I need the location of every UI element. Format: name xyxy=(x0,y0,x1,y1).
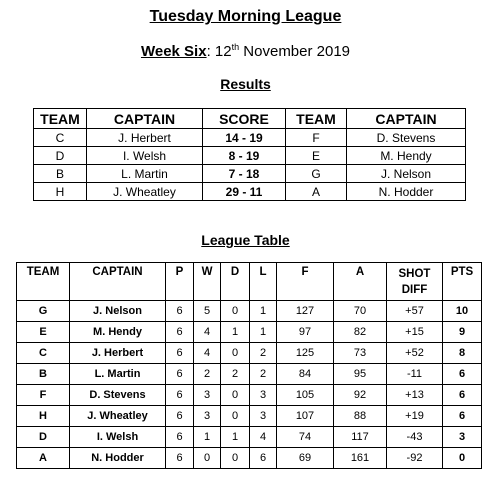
captain-cell: M. Hendy xyxy=(70,322,166,343)
shots-for-cell: 127 xyxy=(277,301,334,322)
score-cell: 7 - 18 xyxy=(203,165,286,183)
played-cell: 6 xyxy=(166,385,194,406)
results-header-cell: TEAM xyxy=(34,109,87,129)
home-captain-cell: J. Wheatley xyxy=(87,183,203,201)
shot-diff-cell: -11 xyxy=(387,364,443,385)
points-cell: 6 xyxy=(443,406,482,427)
points-cell: 8 xyxy=(443,343,482,364)
points-cell: 6 xyxy=(443,364,482,385)
captain-cell: L. Martin xyxy=(70,364,166,385)
away-captain-cell: M. Hendy xyxy=(347,147,466,165)
captain-cell: J. Herbert xyxy=(70,343,166,364)
table-row xyxy=(17,427,482,448)
captain-cell: J. Nelson xyxy=(70,301,166,322)
shots-for-cell: 74 xyxy=(277,427,334,448)
shots-for-cell: 105 xyxy=(277,385,334,406)
shots-against-cell: 95 xyxy=(334,364,387,385)
shots-against-cell: 92 xyxy=(334,385,387,406)
shot-diff-cell: +15 xyxy=(387,322,443,343)
home-captain-cell: J. Herbert xyxy=(87,129,203,147)
team-cell: B xyxy=(17,364,70,385)
away-captain-cell: J. Nelson xyxy=(347,165,466,183)
league-header-cell: A xyxy=(334,263,387,301)
captain-cell: J. Wheatley xyxy=(70,406,166,427)
won-cell: 4 xyxy=(194,343,221,364)
away-team-cell: A xyxy=(286,183,347,201)
team-cell: A xyxy=(17,448,70,469)
drawn-cell: 1 xyxy=(221,427,250,448)
table-row xyxy=(17,385,482,406)
points-cell: 6 xyxy=(443,385,482,406)
results-header-cell: SCORE xyxy=(203,109,286,129)
drawn-cell: 0 xyxy=(221,448,250,469)
league-header-cell: L xyxy=(250,263,277,301)
home-captain-cell: I. Welsh xyxy=(87,147,203,165)
week-separator: : xyxy=(206,43,211,60)
results-table xyxy=(33,108,466,201)
shot-diff-cell: -43 xyxy=(387,427,443,448)
away-team-cell: E xyxy=(286,147,347,165)
week-day: 12 xyxy=(214,43,232,60)
points-cell: 3 xyxy=(443,427,482,448)
captain-cell: D. Stevens xyxy=(70,385,166,406)
drawn-cell: 2 xyxy=(221,364,250,385)
results-header-cell: TEAM xyxy=(286,109,347,129)
shots-for-cell: 84 xyxy=(277,364,334,385)
table-row xyxy=(17,364,482,385)
points-cell: 9 xyxy=(443,322,482,343)
home-captain-cell: L. Martin xyxy=(87,165,203,183)
score-cell: 29 - 11 xyxy=(203,183,286,201)
page-title: Tuesday Morning League xyxy=(149,8,342,25)
drawn-cell: 0 xyxy=(221,406,250,427)
league-header-cell: CAPTAIN xyxy=(70,263,166,301)
league-header-cell: TEAM xyxy=(17,263,70,301)
team-cell: G xyxy=(17,301,70,322)
away-captain-cell: N. Hodder xyxy=(347,183,466,201)
league-header-cell: D xyxy=(221,263,250,301)
shots-for-cell: 125 xyxy=(277,343,334,364)
shots-against-cell: 73 xyxy=(334,343,387,364)
drawn-cell: 0 xyxy=(221,301,250,322)
league-header-cell: P xyxy=(166,263,194,301)
played-cell: 6 xyxy=(166,427,194,448)
lost-cell: 2 xyxy=(250,364,277,385)
table-row xyxy=(17,322,482,343)
league-header-row xyxy=(17,263,482,301)
table-row xyxy=(17,343,482,364)
won-cell: 4 xyxy=(194,322,221,343)
week-day-suffix: th xyxy=(231,42,240,52)
shots-against-cell: 82 xyxy=(334,322,387,343)
captain-cell: N. Hodder xyxy=(70,448,166,469)
away-team-cell: G xyxy=(286,165,347,183)
lost-cell: 1 xyxy=(250,301,277,322)
shot-diff-cell: -92 xyxy=(387,448,443,469)
drawn-cell: 1 xyxy=(221,322,250,343)
table-row xyxy=(34,147,466,165)
table-row xyxy=(34,129,466,147)
shot-diff-cell: +19 xyxy=(387,406,443,427)
home-team-cell: B xyxy=(34,165,87,183)
shots-against-cell: 117 xyxy=(334,427,387,448)
drawn-cell: 0 xyxy=(221,385,250,406)
won-cell: 3 xyxy=(194,385,221,406)
results-heading: Results xyxy=(220,76,271,92)
shot-diff-cell: +57 xyxy=(387,301,443,322)
shot-diff-cell: +13 xyxy=(387,385,443,406)
shots-against-cell: 70 xyxy=(334,301,387,322)
lost-cell: 6 xyxy=(250,448,277,469)
captain-cell: I. Welsh xyxy=(70,427,166,448)
results-header-cell: CAPTAIN xyxy=(347,109,466,129)
team-cell: E xyxy=(17,322,70,343)
team-cell: H xyxy=(17,406,70,427)
shots-for-cell: 107 xyxy=(277,406,334,427)
week-label: Week Six xyxy=(140,43,207,60)
week-line xyxy=(0,43,491,60)
points-cell: 10 xyxy=(443,301,482,322)
shots-against-cell: 88 xyxy=(334,406,387,427)
shots-against-cell: 161 xyxy=(334,448,387,469)
lost-cell: 3 xyxy=(250,406,277,427)
played-cell: 6 xyxy=(166,322,194,343)
team-cell: C xyxy=(17,343,70,364)
home-team-cell: C xyxy=(34,129,87,147)
played-cell: 6 xyxy=(166,343,194,364)
table-row xyxy=(34,183,466,201)
home-team-cell: H xyxy=(34,183,87,201)
results-header-cell: CAPTAIN xyxy=(87,109,203,129)
table-row xyxy=(17,448,482,469)
away-team-cell: F xyxy=(286,129,347,147)
won-cell: 1 xyxy=(194,427,221,448)
shots-for-cell: 97 xyxy=(277,322,334,343)
league-table-body xyxy=(17,301,482,469)
points-cell: 0 xyxy=(443,448,482,469)
won-cell: 0 xyxy=(194,448,221,469)
table-row xyxy=(34,165,466,183)
lost-cell: 2 xyxy=(250,343,277,364)
lost-cell: 3 xyxy=(250,385,277,406)
shot-diff-cell: +52 xyxy=(387,343,443,364)
league-header-cell: F xyxy=(277,263,334,301)
played-cell: 6 xyxy=(166,364,194,385)
league-header-cell: SHOT DIFF xyxy=(387,263,443,301)
league-table-heading: League Table xyxy=(201,232,290,248)
drawn-cell: 0 xyxy=(221,343,250,364)
week-date-rest: November 2019 xyxy=(243,43,351,60)
league-table xyxy=(16,262,482,469)
table-row xyxy=(17,406,482,427)
played-cell: 6 xyxy=(166,406,194,427)
home-team-cell: D xyxy=(34,147,87,165)
score-cell: 14 - 19 xyxy=(203,129,286,147)
won-cell: 3 xyxy=(194,406,221,427)
team-cell: F xyxy=(17,385,70,406)
won-cell: 5 xyxy=(194,301,221,322)
league-header-cell: W xyxy=(194,263,221,301)
results-header-row xyxy=(34,109,466,129)
played-cell: 6 xyxy=(166,448,194,469)
lost-cell: 4 xyxy=(250,427,277,448)
won-cell: 2 xyxy=(194,364,221,385)
league-header-cell: PTS xyxy=(443,263,482,301)
table-row xyxy=(17,301,482,322)
team-cell: D xyxy=(17,427,70,448)
played-cell: 6 xyxy=(166,301,194,322)
shots-for-cell: 69 xyxy=(277,448,334,469)
lost-cell: 1 xyxy=(250,322,277,343)
away-captain-cell: D. Stevens xyxy=(347,129,466,147)
score-cell: 8 - 19 xyxy=(203,147,286,165)
